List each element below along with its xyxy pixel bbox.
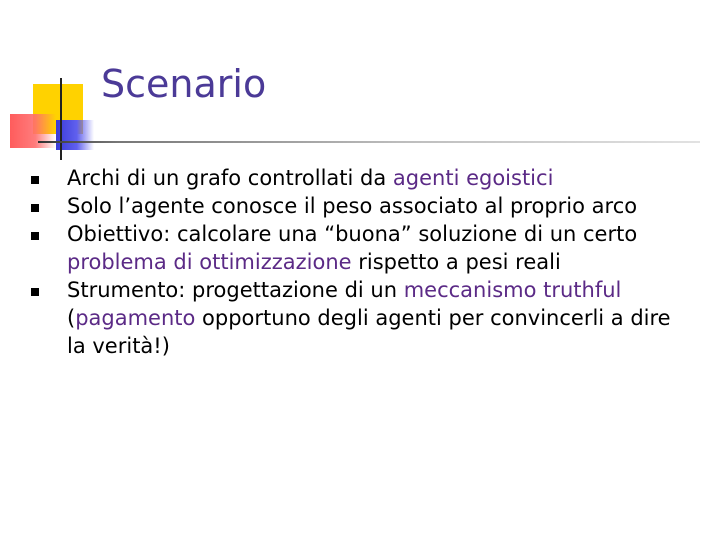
square-bullet-icon <box>31 288 39 296</box>
square-bullet-icon <box>31 204 39 212</box>
bullet-item <box>30 276 690 360</box>
highlighted-term: meccanismo truthful <box>403 278 622 302</box>
bullet-text-segment: Archi di un grafo controllati da <box>67 166 393 190</box>
bullet-text-segment: Obiettivo: calcolare una “buona” soluzione di un certo <box>67 222 638 246</box>
bullet-text-segment: ( <box>67 306 76 330</box>
bullet-item <box>30 164 690 192</box>
bullet-text-segment: Solo l’agente conosce il peso associato al proprio arco <box>67 194 638 218</box>
bullet-item <box>30 192 690 220</box>
logo-vertical-line <box>60 78 62 160</box>
title-underline <box>38 141 700 143</box>
slide-title: Scenario <box>101 62 267 106</box>
bullet-text-segment: rispetto a pesi reali <box>351 250 561 274</box>
highlighted-term: pagamento <box>75 306 196 330</box>
bullet-item <box>30 220 690 276</box>
highlighted-term: agenti egoistici <box>392 166 554 190</box>
square-bullet-icon <box>31 232 39 240</box>
bullet-text-segment: Strumento: progettazione di un <box>67 278 404 302</box>
highlighted-term: problema di ottimizzazione <box>67 250 352 274</box>
bullet-text-segment: opportuno degli agenti per convincerli a dire la verità!) <box>67 306 671 358</box>
bullet-list <box>30 164 690 360</box>
square-bullet-icon <box>31 176 39 184</box>
